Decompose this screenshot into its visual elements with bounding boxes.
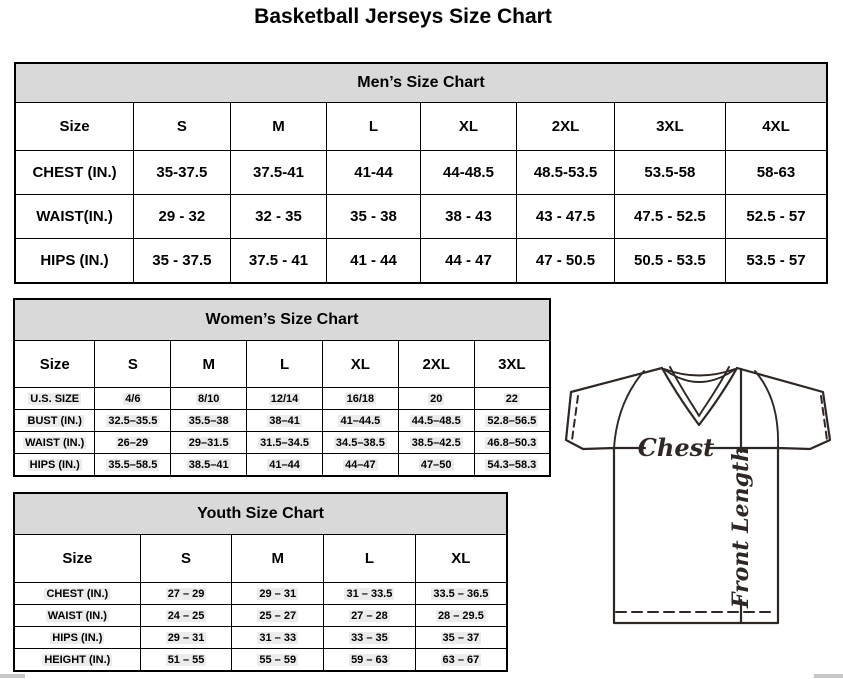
size-value-cell: 27 – 29: [140, 583, 232, 605]
size-value-cell: 31 – 33.5: [324, 583, 416, 605]
youth-chest-row: [14, 583, 507, 605]
size-value-cell: 33.5 – 36.5: [415, 583, 507, 605]
size-value-cell: 43 - 47.5: [517, 195, 614, 239]
size-value-cell: 58-63: [725, 151, 827, 195]
size-value-cell: 12/14: [247, 388, 323, 410]
collar-inner-v: [670, 367, 729, 416]
row-label: WAIST(IN.): [15, 195, 134, 239]
size-value-cell: 35.5–58.5: [95, 454, 171, 477]
size-value-cell: 53.5 - 57: [725, 239, 827, 284]
youth-height-row: [14, 649, 507, 672]
jersey-diagram-svg: [558, 360, 843, 628]
size-value-cell: 35 - 37.5: [134, 239, 231, 284]
size-value-cell: 48.5-53.5: [517, 151, 614, 195]
size-value-cell: 16/18: [322, 388, 398, 410]
size-value-cell: 31.5–34.5: [247, 432, 323, 454]
size-value-cell: 52.8–56.5: [474, 410, 550, 432]
size-value-cell: 44–47: [322, 454, 398, 477]
size-value-cell: 20: [398, 388, 474, 410]
womens-us-size-row: [14, 388, 550, 410]
size-value-cell: 35 - 38: [327, 195, 420, 239]
size-value-cell: 54.3–58.3: [474, 454, 550, 477]
womens-col-header: L: [247, 341, 323, 388]
womens-size-table: [13, 298, 551, 477]
womens-col-header: Size: [14, 341, 95, 388]
mens-col-header: L: [327, 103, 420, 151]
size-value-cell: 38 - 43: [420, 195, 517, 239]
size-value-cell: 41–44: [247, 454, 323, 477]
size-value-cell: 41-44: [327, 151, 420, 195]
size-value-cell: 38.5–41: [171, 454, 247, 477]
size-value-cell: 37.5 - 41: [230, 239, 327, 284]
womens-col-header: 2XL: [398, 341, 474, 388]
right-armhole-seam: [755, 371, 778, 448]
left-cuff-dashed-line: [572, 396, 578, 440]
womens-col-header: M: [171, 341, 247, 388]
size-value-cell: 44 - 47: [420, 239, 517, 284]
size-value-cell: 41 - 44: [327, 239, 420, 284]
row-label: CHEST (IN.): [14, 583, 140, 605]
size-value-cell: 38.5–42.5: [398, 432, 474, 454]
size-value-cell: 22: [474, 388, 550, 410]
size-value-cell: 27 – 28: [324, 605, 416, 627]
youth-title-row: [14, 493, 507, 535]
womens-hips-row: [14, 454, 550, 477]
youth-waist-row: [14, 605, 507, 627]
size-value-cell: 4/6: [95, 388, 171, 410]
youth-col-header: L: [324, 535, 416, 583]
womens-column-header-row: [14, 341, 550, 388]
size-value-cell: 35.5–38: [171, 410, 247, 432]
mens-size-table: [14, 62, 828, 284]
row-label: CHEST (IN.): [15, 151, 134, 195]
womens-title-row: [14, 299, 550, 341]
row-label: U.S. SIZE: [14, 388, 95, 410]
size-value-cell: 32 - 35: [230, 195, 327, 239]
youth-column-header-row: [14, 535, 507, 583]
youth-col-header: M: [232, 535, 324, 583]
front-length-label: Front Length: [728, 445, 754, 609]
size-value-cell: 59 – 63: [324, 649, 416, 672]
row-label: BUST (IN.): [14, 410, 95, 432]
womens-col-header: XL: [322, 341, 398, 388]
mens-col-header: 4XL: [725, 103, 827, 151]
size-value-cell: 44.5–48.5: [398, 410, 474, 432]
mens-col-header: Size: [15, 103, 134, 151]
row-label: HEIGHT (IN.): [14, 649, 140, 672]
youth-size-table: [13, 492, 508, 672]
womens-waist-row: [14, 432, 550, 454]
size-value-cell: 41–44.5: [322, 410, 398, 432]
size-value-cell: 37.5-41: [230, 151, 327, 195]
size-value-cell: 47.5 - 52.5: [614, 195, 725, 239]
size-value-cell: 26–29: [95, 432, 171, 454]
womens-bust-row: [14, 410, 550, 432]
size-value-cell: 55 – 59: [232, 649, 324, 672]
size-value-cell: 31 – 33: [232, 627, 324, 649]
size-value-cell: 29 – 31: [140, 627, 232, 649]
mens-col-header: M: [230, 103, 327, 151]
mens-column-header-row: [15, 103, 827, 151]
mens-hips-row: [15, 239, 827, 284]
youth-col-header: S: [140, 535, 232, 583]
youth-hips-row: [14, 627, 507, 649]
size-value-cell: 35 – 37: [415, 627, 507, 649]
size-value-cell: 35-37.5: [134, 151, 231, 195]
size-value-cell: 51 – 55: [140, 649, 232, 672]
row-label: WAIST (IN.): [14, 605, 140, 627]
chest-label: Chest: [637, 433, 715, 462]
size-value-cell: 29 - 32: [134, 195, 231, 239]
mens-chest-row: [15, 151, 827, 195]
mens-col-header: 2XL: [517, 103, 614, 151]
size-value-cell: 28 – 29.5: [415, 605, 507, 627]
mens-waist-row: [15, 195, 827, 239]
size-value-cell: 29 – 31: [232, 583, 324, 605]
size-value-cell: 38–41: [247, 410, 323, 432]
size-value-cell: 44-48.5: [420, 151, 517, 195]
scrollbar-fragment-left[interactable]: [0, 674, 25, 678]
jersey-outline: [566, 368, 830, 623]
size-value-cell: 33 – 35: [324, 627, 416, 649]
page-title: Basketball Jerseys Size Chart: [254, 5, 552, 28]
size-value-cell: 32.5–35.5: [95, 410, 171, 432]
size-value-cell: 47 - 50.5: [517, 239, 614, 284]
mens-title-row: [15, 63, 827, 103]
size-value-cell: 50.5 - 53.5: [614, 239, 725, 284]
mens-col-header: 3XL: [614, 103, 725, 151]
youth-col-header: XL: [415, 535, 507, 583]
mens-chart-title: Men’s Size Chart: [15, 63, 827, 103]
row-label: HIPS (IN.): [14, 627, 140, 649]
scrollbar-fragment-right[interactable]: [814, 674, 843, 678]
youth-chart-title: Youth Size Chart: [14, 493, 507, 535]
row-label: WAIST (IN.): [14, 432, 95, 454]
size-value-cell: 29–31.5: [171, 432, 247, 454]
womens-chart-title: Women’s Size Chart: [14, 299, 550, 341]
size-value-cell: 24 – 25: [140, 605, 232, 627]
mens-col-header: S: [134, 103, 231, 151]
mens-col-header: XL: [420, 103, 517, 151]
size-value-cell: 34.5–38.5: [322, 432, 398, 454]
row-label: HIPS (IN.): [14, 454, 95, 477]
size-value-cell: 52.5 - 57: [725, 195, 827, 239]
womens-col-header: 3XL: [474, 341, 550, 388]
size-value-cell: 53.5-58: [614, 151, 725, 195]
size-value-cell: 25 – 27: [232, 605, 324, 627]
womens-col-header: S: [95, 341, 171, 388]
size-value-cell: 63 – 67: [415, 649, 507, 672]
size-value-cell: 8/10: [171, 388, 247, 410]
size-value-cell: 47–50: [398, 454, 474, 477]
size-value-cell: 46.8–50.3: [474, 432, 550, 454]
jersey-measurement-diagram: [558, 360, 843, 628]
row-label: HIPS (IN.): [15, 239, 134, 284]
youth-col-header: Size: [14, 535, 140, 583]
